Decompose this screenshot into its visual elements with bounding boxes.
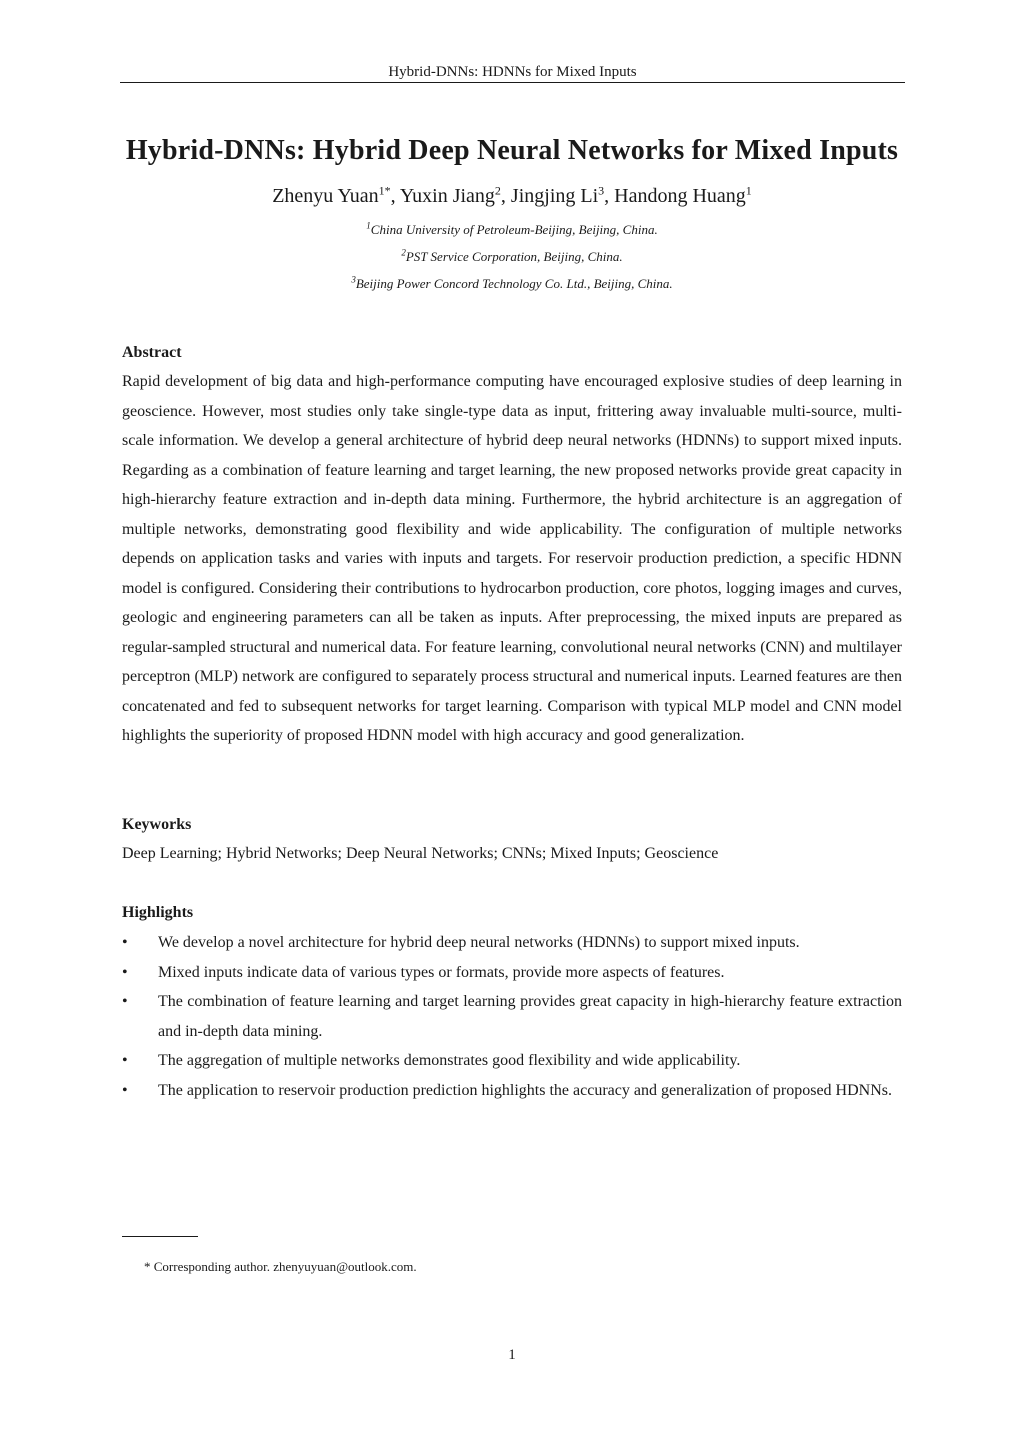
author-separator: , (390, 185, 400, 207)
bullet-icon: • (122, 963, 128, 981)
abstract-heading: Abstract (122, 344, 182, 361)
keywords-text: Deep Learning; Hybrid Networks; Deep Neural Networks; CNNs; Mixed Inputs; Geoscience (122, 845, 719, 862)
running-head: Hybrid-DNNs: HDNNs for Mixed Inputs (388, 64, 637, 80)
highlight-text: Mixed inputs indicate data of various types or formats, provide more aspects of features. (158, 963, 725, 981)
abstract-body (122, 367, 902, 751)
highlight-item (122, 958, 902, 988)
keywords-heading: Keyworks (122, 816, 192, 833)
author-separator: , (500, 185, 511, 207)
highlight-text: The combination of feature learning and target learning provides great capacity in high-hierarchy feature extraction and in-depth data mining. (158, 993, 902, 1040)
affiliation-3 (60, 275, 964, 293)
affiliation-1 (60, 221, 964, 239)
highlight-item (122, 1076, 902, 1106)
highlights-heading: Highlights (122, 904, 194, 921)
author-superscript: 2 (494, 183, 501, 198)
author-name: Handong Huang (614, 185, 746, 207)
highlight-text: The application to reservoir production prediction highlights the accuracy and generalization of proposed HDNNs. (158, 1081, 892, 1099)
author-name: Yuxin Jiang (399, 185, 495, 207)
author-list (60, 181, 964, 211)
page-number: 1 (508, 1347, 516, 1363)
affiliation-superscript: 3 (351, 274, 356, 285)
highlight-item (122, 928, 902, 958)
paper-title: Hybrid-DNNs: Hybrid Deep Neural Networks for Mixed Inputs (125, 135, 899, 166)
affiliation-text: China University of Petroleum-Beijing, Beijing, China. (370, 222, 658, 237)
affiliation-superscript: 2 (401, 247, 406, 258)
bullet-icon: • (122, 934, 128, 951)
author-name: Jingjing Li (510, 185, 599, 207)
highlight-text: We develop a novel architecture for hybrid deep neural networks (HDNNs) to support mixed inputs. (158, 934, 800, 951)
keywords-body (122, 839, 902, 869)
affiliation-2 (60, 248, 964, 266)
footnote-rule (122, 1236, 198, 1237)
author-superscript: 1 (745, 183, 752, 198)
affiliation-superscript: 1 (366, 220, 371, 231)
author-superscript: 3 (598, 183, 605, 198)
highlights-list (122, 928, 902, 1105)
header-rule (120, 82, 905, 83)
bullet-icon: • (122, 1081, 128, 1099)
abstract-text: Rapid development of big data and high-performance computing have encouraged explosive studies of deep learning in geoscience. However, most studies only take single-type data as input, frittering away invaluable multi-source, multi-scale information. We develop a general architecture of hybrid deep neural networks (HDNNs) to support mixed inputs. Regarding as a combination of feature learning and target learning, the new proposed networks provide great capacity in high-hierarchy feature extraction and in-depth data mining. Furthermore, the hybrid architecture is an aggregation of multiple networks, demonstrating good flexibility and wide applicability. The configuration of multiple networks depends on application tasks and varies with inputs and targets. For reservoir production prediction, a specific HDNN model is configured. Considering their contributions to hydrocarbon production, core photos, logging images and curves, geologic and engineering parameters can all be taken as inputs. After preprocessing, the mixed inputs are prepared as regular-sampled structural and numerical data. For feature learning, convolutional neural networks (CNN) and multilayer perceptron (MLP) network are configured to separately process structural and numerical inputs. Learned features are then concatenated and fed to subsequent networks for target learning. Comparison with typical MLP model and CNN model highlights the superiority of proposed HDNN model with high accuracy and good generalization. (122, 373, 902, 744)
highlight-item (122, 987, 902, 1046)
author-superscript: 1* (378, 183, 391, 198)
bullet-icon: • (122, 993, 128, 1010)
affiliation-text: PST Service Corporation, Beijing, China. (405, 249, 623, 264)
highlight-item (122, 1046, 902, 1076)
highlight-text: The aggregation of multiple networks demonstrates good flexibility and wide applicability. (158, 1052, 741, 1069)
footnote: * Corresponding author. zhenyuyuan@outlook.com. (144, 1259, 417, 1274)
bullet-icon: • (122, 1052, 128, 1069)
author-name: Zhenyu Yuan (272, 185, 379, 207)
affiliation-text: Beijing Power Concord Technology Co. Ltd., Beijing, China. (355, 276, 673, 291)
author-separator: , (604, 185, 615, 207)
